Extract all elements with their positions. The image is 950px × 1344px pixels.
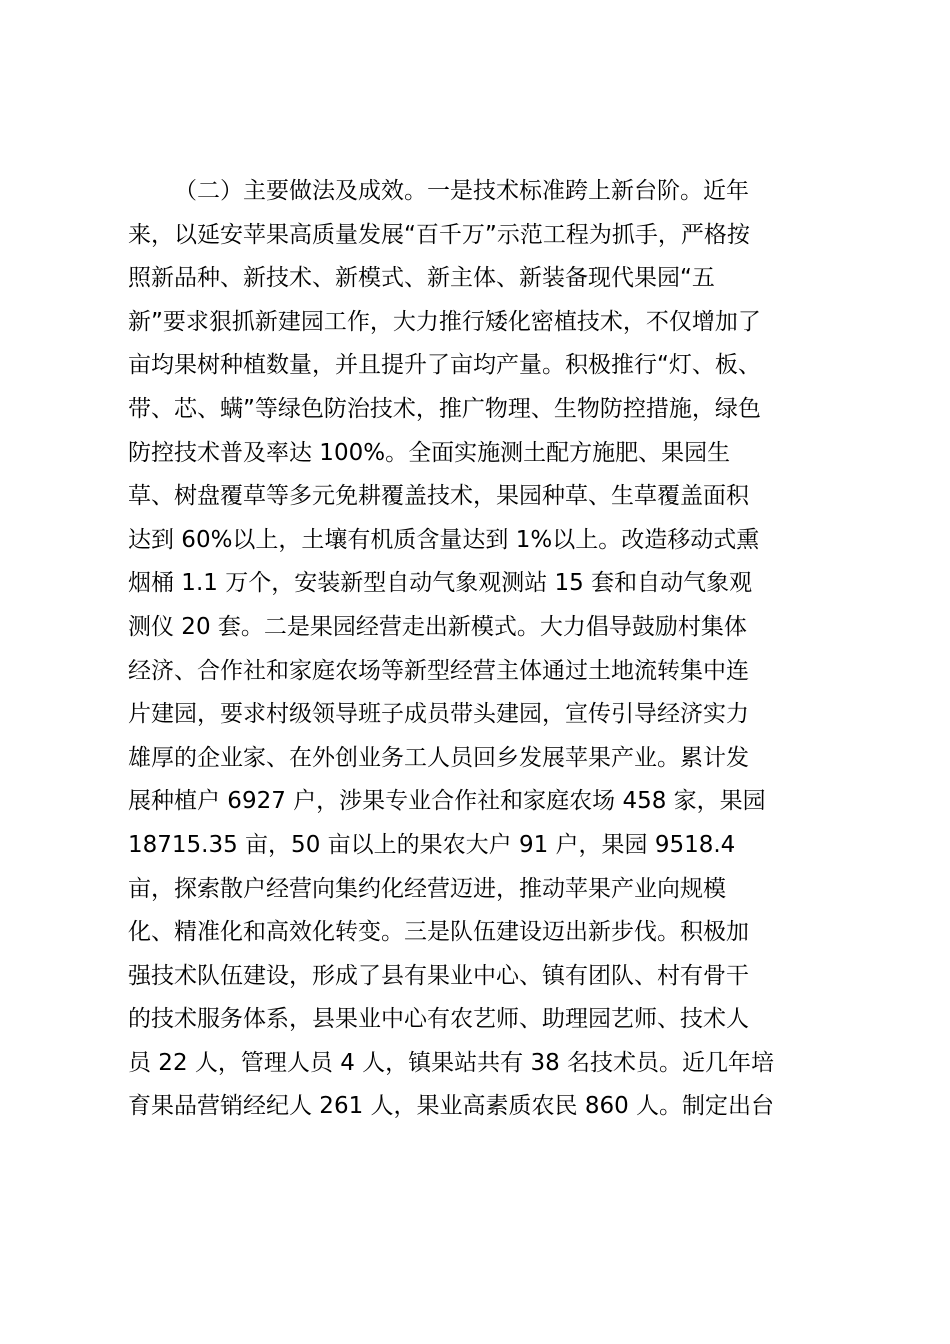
paragraph-line: 18715.35 亩，50 亩以上的果农大户 91 户，果园 9518.4 [128, 831, 736, 858]
paragraph-line: 雄厚的企业家、在外创业务工人员回乡发展苹果产业。累计发 [128, 744, 749, 771]
paragraph-line: 测仪 20 套。二是果园经营走出新模式。大力倡导鼓励村集体 [128, 613, 747, 640]
paragraph-line: 强技术队伍建设，形成了县有果业中心、镇有团队、村有骨干 [128, 962, 749, 989]
paragraph-line: 带、芯、螨”等绿色防治技术，推广物理、生物防控措施，绿色 [128, 395, 761, 422]
paragraph-line: 育果品营销经纪人 261 人，果业高素质农民 860 人。制定出台 [128, 1093, 775, 1120]
paragraph-line: 亩，探索散户经营向集约化经营迈进，推动苹果产业向规模 [128, 875, 726, 902]
paragraph-line: 照新品种、新技术、新模式、新主体、新装备现代果园“五 [128, 265, 715, 292]
paragraph-line: 达到 60%以上，土壤有机质含量达到 1%以上。改造移动式熏 [128, 526, 760, 553]
paragraph-line: 烟桶 1.1 万个，安装新型自动气象观测站 15 套和自动气象观 [128, 570, 753, 597]
paragraph-line: 展种植户 6927 户，涉果专业合作社和家庭农场 458 家，果园 [128, 788, 766, 815]
paragraph-line: 来，以延安苹果高质量发展“百千万”示范工程为抓手，严格按 [128, 221, 750, 248]
paragraph-line: 防控技术普及率达 100%。全面实施测土配方施肥、果园生 [128, 439, 731, 466]
paragraph-line: （二）主要做法及成效。一是技术标准跨上新台阶。近年 [174, 178, 749, 204]
paragraph-line: 员 22 人，管理人员 4 人，镇果站共有 38 名技术员。近几年培 [128, 1049, 775, 1076]
paragraph-line: 化、精准化和高效化转变。三是队伍建设迈出新步伐。积极加 [128, 919, 749, 946]
body-paragraph [128, 170, 838, 1129]
paragraph-line: 经济、合作社和家庭农场等新型经营主体通过土地流转集中连 [128, 657, 749, 684]
paragraph-line: 的技术服务体系，县果业中心有农艺师、助理园艺师、技术人 [128, 1006, 749, 1033]
paragraph-line: 亩均果树种植数量，并且提升了亩均产量。积极推行“灯、板、 [128, 352, 761, 379]
paragraph-line: 片建园，要求村级领导班子成员带头建园，宣传引导经济实力 [128, 701, 749, 728]
paragraph-line: 新”要求狠抓新建园工作，大力推行矮化密植技术，不仅增加了 [128, 308, 761, 335]
paragraph-line: 草、树盘覆草等多元免耕覆盖技术，果园种草、生草覆盖面积 [128, 483, 749, 510]
